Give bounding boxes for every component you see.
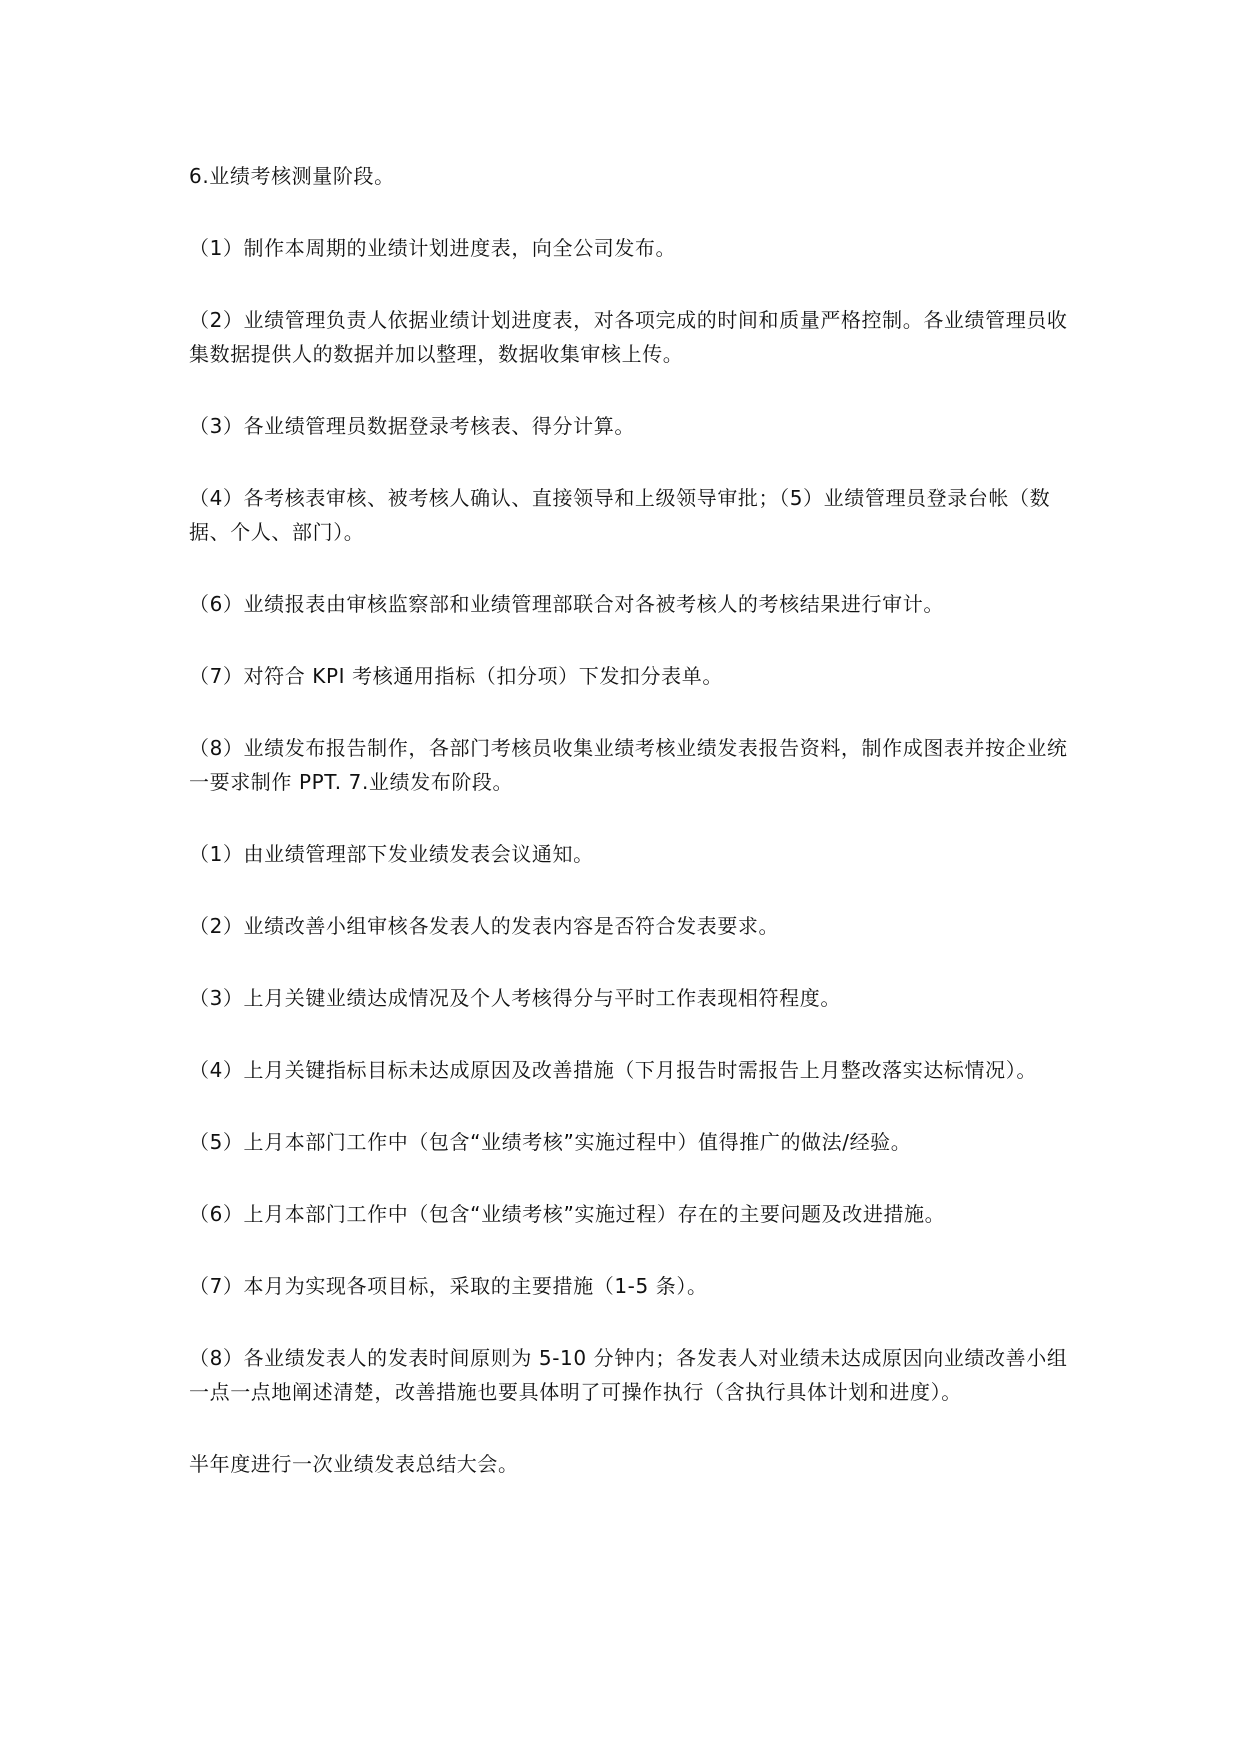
paragraph-6-7: （7）对符合 KPI 考核通用指标（扣分项）下发扣分表单。 — [189, 664, 723, 688]
paragraph-7-8: （8）各业绩发表人的发表时间原则为 5-10 分钟内；各发表人对业绩未达成原因向业绩改善小组一点一点地阐述清楚，改善措施也要具体明了可操作执行（含执行具体计划和进度）。 — [189, 1346, 1068, 1404]
paragraph-7-5: （5）上月本部门工作中（包含“业绩考核”实施过程中）值得推广的做法/经验。 — [189, 1130, 912, 1154]
paragraph-7-3: （3）上月关键业绩达成情况及个人考核得分与平时工作表现相符程度。 — [189, 986, 841, 1010]
paragraph-6-1: （1）制作本周期的业绩计划进度表，向全公司发布。 — [189, 236, 677, 260]
paragraph-7-6: （6）上月本部门工作中（包含“业绩考核”实施过程）存在的主要问题及改进措施。 — [189, 1202, 946, 1226]
paragraph-6-3: （3）各业绩管理员数据登录考核表、得分计算。 — [189, 414, 635, 438]
paragraph-7-4: （4）上月关键指标目标未达成原因及改善措施（下月报告时需报告上月整改落实达标情况）。 — [189, 1058, 1037, 1082]
closing-paragraph: 半年度进行一次业绩发表总结大会。 — [189, 1452, 519, 1476]
paragraph-7-1: （1）由业绩管理部下发业绩发表会议通知。 — [189, 842, 594, 866]
paragraph-7-2: （2）业绩改善小组审核各发表人的发表内容是否符合发表要求。 — [189, 914, 780, 938]
paragraph-6-4-5: （4）各考核表审核、被考核人确认、直接领导和上级领导审批；（5）业绩管理员登录台帐（数据、个人、部门）。 — [189, 486, 1051, 544]
section-heading-6: 6.业绩考核测量阶段。 — [189, 164, 395, 188]
document-body — [189, 159, 1069, 1481]
paragraph-6-8: （8）业绩发布报告制作，各部门考核员收集业绩考核业绩发表报告资料，制作成图表并按企业统一要求制作 PPT. 7.业绩发布阶段。 — [189, 736, 1068, 794]
paragraph-6-6: （6）业绩报表由审核监察部和业绩管理部联合对各被考核人的考核结果进行审计。 — [189, 592, 944, 616]
paragraph-7-7: （7）本月为实现各项目标，采取的主要措施（1-5 条）。 — [189, 1274, 708, 1298]
paragraph-6-2: （2）业绩管理负责人依据业绩计划进度表，对各项完成的时间和质量严格控制。各业绩管理员收集数据提供人的数据并加以整理，数据收集审核上传。 — [189, 308, 1068, 366]
